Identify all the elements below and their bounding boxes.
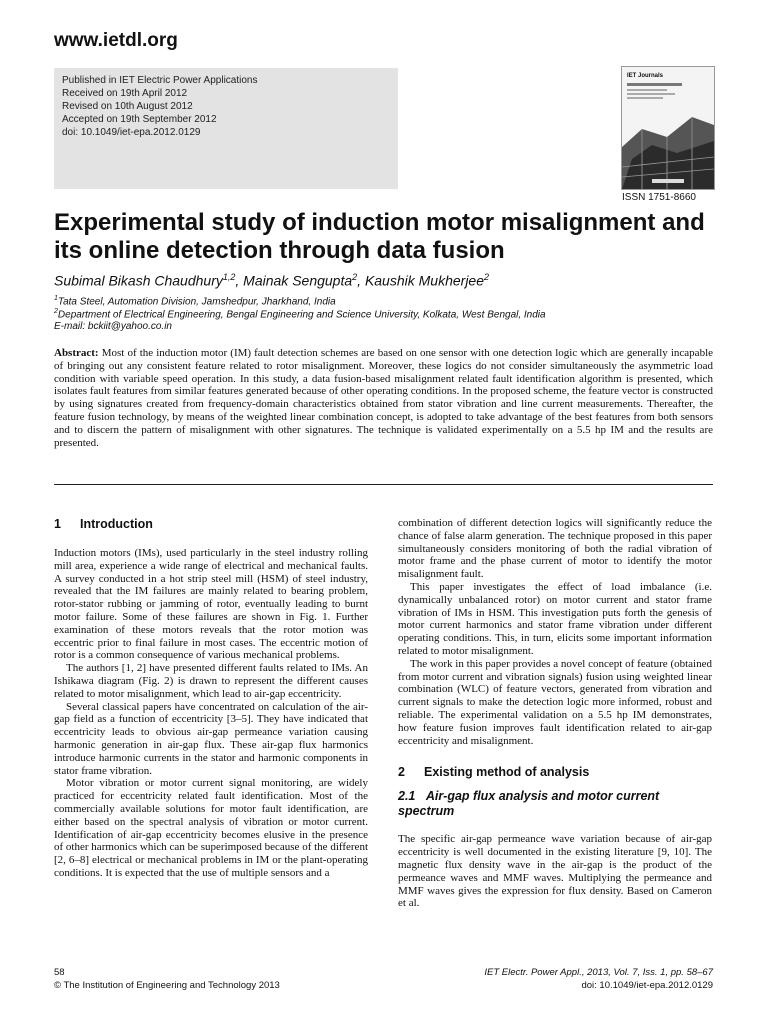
author-name: Mainak Sengupta [243, 272, 353, 289]
abstract-label: Abstract: [54, 347, 99, 359]
section-heading-introduction [54, 517, 368, 531]
abstract [54, 347, 713, 449]
left-column [54, 517, 368, 880]
section-number: 1 [54, 517, 61, 531]
site-url[interactable]: www.ietdl.org [54, 30, 178, 51]
paper-title: Experimental study of induction motor misalignment and its online detection through data fusion [54, 209, 705, 264]
affiliation-1 [54, 295, 336, 307]
paragraph: The specific air-gap permeance wave variation because of air-gap eccentricity is well documented in the existing literature [9, 10]. The magnetic flux density wave in the air-gap is the product of the permeance waves and MMF waves. Multiplying the permeance and MMF waves gives the expression for flux density. Based on Cameron et al. [398, 833, 712, 910]
author-affiliation-mark: 2 [352, 272, 358, 282]
affiliation-text: Tata Steel, Automation Division, Jamshedpur, Jharkhand, India [57, 296, 336, 308]
page-number: 58 [54, 967, 65, 978]
subsection-title: Air-gap flux analysis and motor current spectrum [398, 789, 660, 819]
subsection-heading-air-gap-flux [398, 789, 712, 819]
paragraph: Motor vibration or motor current signal monitoring, are widely practiced for eccentricity related fault identification. Most of the commercially available solutions for motor fault identification, are either based on the spectral analysis of vibration or motor current. Identification of air-gap eccentricity becomes elusive in the presence of other harmonics which can be superimposed because of the different [2, 6–8] electrical or mechanical problems in IM or the plant-operating conditions. It is expected that the use of multiple sensors and a [54, 777, 368, 879]
paragraph: The authors [1, 2] have presented different faults related to IMs. An Ishikawa diagram (Fig. 2) is drawn to represent the different causes related to motor misalignment, which lead to air-gap eccentricity. [54, 662, 368, 700]
section-number: 2 [398, 765, 405, 780]
copyright: © The Institution of Engineering and Technology 2013 [54, 980, 280, 991]
journal-cover-image [621, 66, 715, 190]
accepted-date: Accepted on 19th September 2012 [62, 114, 217, 125]
author-affiliation-mark: 2 [484, 272, 490, 282]
cover-journal-label: IET Journals [627, 73, 664, 79]
subsection-number: 2.1 [398, 789, 416, 804]
author-name: Subimal Bikash Chaudhury [54, 272, 223, 289]
affiliation-mark: 1 [54, 295, 58, 302]
affiliation-text: Department of Electrical Engineering, Bengal Engineering and Science University, Kolkata, West Bengal, India [57, 309, 546, 321]
revised-date: Revised on 10th August 2012 [62, 101, 193, 112]
published-in: Published in IET Electric Power Applications [62, 75, 258, 86]
email-text[interactable]: E-mail: bckiit@yahoo.co.in [54, 321, 172, 332]
contact-email[interactable] [54, 321, 172, 332]
issn: ISSN 1751-8660 [622, 192, 696, 203]
section-heading-existing-method [398, 765, 712, 779]
doi: doi: 10.1049/iet-epa.2012.0129 [62, 127, 201, 138]
author-list [54, 272, 489, 289]
author-affiliation-mark: 1,2 [222, 272, 236, 282]
paragraph: The work in this paper provides a novel concept of feature (obtained from motor current and vibration signals) fusion using weighted linear combination (WLC) of feature vectors, generated from vibration and current signals to make the detection logic more informed, robust and reliable. The experimental validation on a 5.5 hp IM demonstrates, how feature fusion improves fault identification related to air-gap eccentricity and misalignment. [398, 657, 712, 747]
right-column [398, 517, 712, 910]
author-name: Kaushik Mukherjee [364, 272, 484, 289]
publication-info-box [54, 68, 398, 189]
author-separator: , [235, 272, 244, 289]
section-title: Existing method of analysis [424, 765, 590, 780]
journal-citation: IET Electr. Power Appl., 2013, Vol. 7, Iss. 1, pp. 58–67 [484, 967, 713, 978]
affiliation-2 [54, 308, 546, 320]
received-date: Received on 19th April 2012 [62, 88, 188, 99]
paragraph: combination of different detection logics will significantly reduce the chance of false alarm generation. The technique proposed in this paper simultaneously considers monitoring of both the radial vibration of motor frame and the phase current of motor to identify the motor misalignment fault. [398, 517, 712, 581]
affiliation-mark: 2 [54, 308, 58, 315]
footer-doi: doi: 10.1049/iet-epa.2012.0129 [581, 980, 713, 991]
paragraph: Induction motors (IMs), used particularly in the steel industry rolling mill area, experience a wide range of electrical and mechanical faults. A survey conducted in a hot strip steel mill (HSM) of steel industry, revealed that the IM failures are mainly related to bearing problem, rotor-stator rubbing or jamming of rotor, eventually leading to burnt motor failure. Some of these failures are shown in Fig. 1. Further examination of these motors reveals that the rotor motion was eccentric prior to final failure in most cases. The eccentric motion of rotor is a common consequence of various mechanical problems. [54, 547, 368, 662]
author-separator: , [357, 272, 365, 289]
section-title: Introduction [80, 517, 153, 531]
divider [54, 484, 713, 485]
paragraph: Several classical papers have concentrated on calculation of the air-gap field as a function of eccentricity [3–5]. They have indicated that eccentricity leads to obvious air-gap permeance variation causing harmonic generation in air-gap flux. These air-gap flux harmonics introduce harmonic currents in the stator and harmonic components in stator frame vibration. [54, 700, 368, 777]
abstract-text: Most of the induction motor (IM) fault detection schemes are based on one sensor with one detection logic which are generally incapable of bringing out any consistent feature related to rotor misalignment. Moreover, these logics do not consider simultaneously the asymmetric load condition with variable speed operation. In this study, a data fusion-based misalignment related fault identification algorithm is presented, which isolates fault features from similar features generated because of other operating conditions. In the proposed scheme, the feature vector is constructed by using signatures created from frequency-domain characteristics obtained from stator vibration and line current measurements. Thereafter, the feature fusion technology, by means of the weighted linear combination concept, is adopted to take advantage of the best features from both sensors and to discern the pattern of misalignment with other signatures. The technique is validated experimentally on a 5.5 hp IM and the results are presented. [54, 347, 714, 449]
paragraph: This paper investigates the effect of load imbalance (i.e. dynamically unbalanced rotor) on motor current and stator frame vibration of IMs in HSM. This investigation puts forth the genesis of motor current harmonics and stator frame vibration under different operating conditions. This, in turn, elicits some important information related to motor misalignment. [398, 580, 712, 657]
journal-cover-art [622, 67, 714, 189]
